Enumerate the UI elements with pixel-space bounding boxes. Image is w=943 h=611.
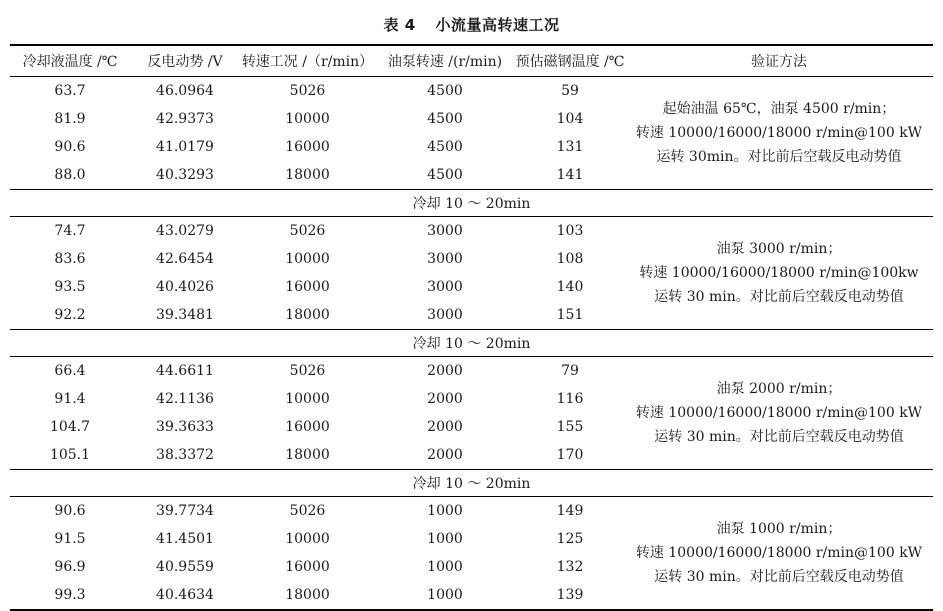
back-emf-cell: 39.3633: [156, 419, 214, 435]
speed-cell: 10000: [285, 111, 330, 127]
cooling-note: 冷却 10 ～ 20min: [10, 190, 933, 217]
header-back-emf: 反电动势 /V: [130, 45, 240, 77]
magnet-temp-cell: 59: [561, 83, 579, 99]
coolant-temp-cell: 91.5: [54, 531, 86, 547]
back-emf-cell: 39.7734: [156, 503, 214, 519]
oil-pump-cell: 1000: [427, 559, 463, 575]
back-emf-cell: 43.0279: [156, 223, 214, 239]
speed-cell: 16000: [285, 279, 330, 295]
oil-pump-cell: 3000: [427, 251, 463, 267]
cooling-separator-row: [10, 470, 933, 497]
coolant-temp-cell: 93.5: [54, 279, 86, 295]
back-emf-cell: 39.3481: [156, 307, 214, 323]
coolant-temp-cell: 104.7: [49, 419, 91, 435]
magnet-temp-cell: 151: [556, 307, 584, 323]
coolant-temp-cell: 81.9: [54, 111, 86, 127]
speed-cell: 18000: [285, 167, 330, 183]
cooling-note: 冷却 10 ～ 20min: [10, 470, 933, 497]
method-line: 油泵 3000 r/min；: [716, 241, 842, 257]
oil-pump-cell: 1000: [375, 581, 515, 610]
magnet-temp-cell: 149: [556, 503, 584, 519]
header-speed-condition: 转速工况 /（r/min）: [240, 45, 375, 77]
speed-cell: 5026: [289, 223, 326, 239]
method-line: 转速 10000/16000/18000 r/min@100 kW: [635, 405, 923, 421]
oil-pump-cell: 2000: [427, 447, 463, 463]
method-line: 转速 10000/16000/18000 r/min@100 kW: [635, 125, 923, 141]
header-verification-method: 验证方法: [625, 45, 933, 77]
magnet-temp-cell: 170: [556, 447, 584, 463]
table-body: [10, 77, 933, 611]
magnet-temp-cell: 155: [556, 419, 584, 435]
coolant-temp-cell: 90.6: [54, 139, 86, 155]
table-title: 小流量高转速工况: [435, 16, 560, 34]
method-line: 运转 30 min。对比前后空载反电动势值: [654, 569, 904, 585]
magnet-temp-cell: 125: [556, 531, 584, 547]
coolant-temp-cell: 99.3: [10, 581, 130, 610]
table-row: [10, 77, 933, 106]
oil-pump-cell: 3000: [427, 307, 463, 323]
back-emf-cell: 40.4026: [156, 279, 214, 295]
magnet-temp-cell: 131: [556, 139, 584, 155]
oil-pump-cell: 2000: [427, 419, 463, 435]
coolant-temp-cell: 88.0: [54, 167, 86, 183]
method-line: 运转 30min。对比前后空载反电动势值: [656, 149, 902, 165]
back-emf-cell: 42.1136: [156, 391, 214, 407]
magnet-temp-cell: 140: [556, 279, 584, 295]
verification-method-cell: [625, 497, 933, 611]
verification-method-cell: [625, 357, 933, 470]
verification-method-cell: [625, 77, 933, 190]
speed-cell: 18000: [240, 581, 375, 610]
table-header-row: [10, 45, 933, 77]
back-emf-cell: 44.6611: [156, 363, 214, 379]
method-line: 油泵 1000 r/min；: [716, 521, 842, 537]
method-line: 油泵 2000 r/min；: [716, 381, 842, 397]
magnet-temp-cell: 141: [556, 167, 584, 183]
table-caption: [0, 14, 943, 35]
magnet-temp-cell: 116: [556, 391, 584, 407]
oil-pump-cell: 3000: [427, 279, 463, 295]
oil-pump-cell: 3000: [427, 223, 463, 239]
oil-pump-cell: 4500: [427, 139, 463, 155]
cooling-separator-row: [10, 330, 933, 357]
back-emf-cell: 46.0964: [156, 83, 214, 99]
back-emf-cell: 42.9373: [156, 111, 214, 127]
magnet-temp-cell: 79: [561, 363, 579, 379]
back-emf-cell: 41.0179: [156, 139, 214, 155]
table-row: [10, 217, 933, 246]
magnet-temp-cell: 108: [556, 251, 584, 267]
method-line: 转速 10000/16000/18000 r/min@100 kW: [635, 545, 923, 561]
speed-cell: 16000: [285, 419, 330, 435]
speed-cell: 18000: [285, 307, 330, 323]
back-emf-cell: 40.4634: [130, 581, 240, 610]
method-line: 转速 10000/16000/18000 r/min@100kw: [639, 265, 919, 281]
coolant-temp-cell: 92.2: [54, 307, 86, 323]
coolant-temp-cell: 105.1: [49, 447, 91, 463]
conditions-table: [10, 44, 933, 611]
oil-pump-cell: 2000: [427, 363, 463, 379]
speed-cell: 16000: [285, 139, 330, 155]
back-emf-cell: 41.4501: [156, 531, 214, 547]
magnet-temp-cell: 104: [556, 111, 584, 127]
back-emf-cell: 40.9559: [156, 559, 214, 575]
oil-pump-cell: 2000: [427, 391, 463, 407]
header-oil-pump-speed: 油泵转速 /(r/min): [375, 45, 515, 77]
speed-cell: 5026: [289, 363, 326, 379]
back-emf-cell: 40.3293: [156, 167, 214, 183]
coolant-temp-cell: 63.7: [54, 83, 86, 99]
method-line: 运转 30 min。对比前后空载反电动势值: [654, 429, 904, 445]
header-coolant-temp: 冷却液温度 /℃: [10, 45, 130, 77]
table-row: [10, 497, 933, 526]
oil-pump-cell: 4500: [427, 167, 463, 183]
oil-pump-cell: 4500: [427, 83, 463, 99]
speed-cell: 5026: [289, 503, 326, 519]
coolant-temp-cell: 74.7: [54, 223, 86, 239]
method-line: 起始油温 65℃，油泵 4500 r/min；: [662, 101, 896, 117]
cooling-separator-row: [10, 190, 933, 217]
oil-pump-cell: 4500: [427, 111, 463, 127]
coolant-temp-cell: 96.9: [54, 559, 86, 575]
oil-pump-cell: 1000: [427, 531, 463, 547]
magnet-temp-cell: 103: [556, 223, 584, 239]
coolant-temp-cell: 66.4: [54, 363, 86, 379]
cooling-note: 冷却 10 ～ 20min: [10, 330, 933, 357]
speed-cell: 10000: [285, 251, 330, 267]
table-row: [10, 357, 933, 386]
header-magnet-temp: 预估磁钢温度 /℃: [515, 45, 625, 77]
speed-cell: 18000: [285, 447, 330, 463]
verification-method-cell: [625, 217, 933, 330]
coolant-temp-cell: 91.4: [54, 391, 86, 407]
back-emf-cell: 38.3372: [156, 447, 214, 463]
magnet-temp-cell: 132: [556, 559, 584, 575]
speed-cell: 16000: [285, 559, 330, 575]
oil-pump-cell: 1000: [427, 503, 463, 519]
back-emf-cell: 42.6454: [156, 251, 214, 267]
speed-cell: 5026: [289, 83, 326, 99]
magnet-temp-cell: 139: [515, 581, 625, 610]
coolant-temp-cell: 83.6: [54, 251, 86, 267]
speed-cell: 10000: [285, 531, 330, 547]
table-number: 表 4: [383, 16, 416, 34]
method-line: 运转 30 min。对比前后空载反电动势值: [654, 289, 904, 305]
coolant-temp-cell: 90.6: [54, 503, 86, 519]
speed-cell: 10000: [285, 391, 330, 407]
